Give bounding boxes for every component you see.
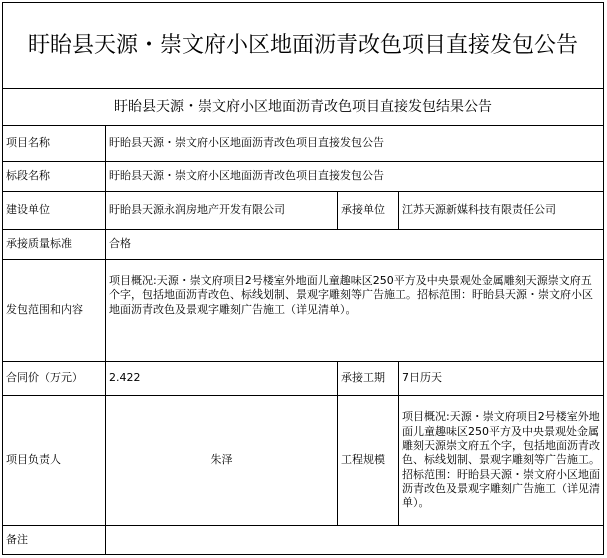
project-scale-value: 项目概况:天源・崇文府项目2号楼室外地面儿童趣味区250平方及中央景观处金属雕刻天源崇文府五个字，包括地面沥青改色、标线划制、景观字雕刻等广告施工。招标范围：盱眙县天源・崇文府小区地面沥青改色及景观字雕刻广告施工（详见清单）。 (399, 395, 603, 525)
result-subtitle: 盱眙县天源・崇文府小区地面沥青改色项目直接发包结果公告 (3, 88, 603, 125)
contract-price-label: 合同价（万元） (3, 361, 106, 395)
scope-value: 项目概况:天源・崇文府项目2号楼室外地面儿童趣味区250平方及中央景观处金属雕刻天源崇文府五个字，包括地面沥青改色、标线划制、景观字雕刻等广告施工。招标范围：盱眙县天源・崇文府小区地面沥青改色及景观字雕刻广告施工（详见清单）。 (106, 259, 603, 361)
document-title: 盱眙县天源・崇文府小区地面沥青改色项目直接发包公告 (27, 32, 578, 58)
contractor-label: 承接单位 (338, 191, 399, 229)
project-scale-label: 工程规模 (338, 395, 399, 525)
contractor-value: 江苏天源新媒科技有限责任公司 (399, 191, 603, 229)
section-name-value: 盱眙县天源・崇文府小区地面沥青改色项目直接发包公告 (106, 161, 603, 191)
project-manager-label: 项目负责人 (3, 395, 106, 525)
announcement-table (2, 2, 604, 555)
quality-standard-label: 承接质量标准 (3, 229, 106, 259)
remarks-label: 备注 (3, 525, 106, 554)
project-name-value: 盱眙县天源・崇文府小区地面沥青改色项目直接发包公告 (106, 125, 603, 161)
quality-standard-value: 合格 (106, 229, 603, 259)
remarks-value (106, 525, 603, 554)
duration-value: 7日历天 (399, 361, 603, 395)
project-manager-value: 朱泽 (106, 395, 338, 525)
section-name-label: 标段名称 (3, 161, 106, 191)
builder-value: 盱眙县天源永润房地产开发有限公司 (106, 191, 338, 229)
project-name-label: 项目名称 (3, 125, 106, 161)
builder-label: 建设单位 (3, 191, 106, 229)
scope-label: 发包范围和内容 (3, 259, 106, 361)
contract-price-value: 2.422 (106, 361, 338, 395)
duration-label: 承接工期 (338, 361, 399, 395)
